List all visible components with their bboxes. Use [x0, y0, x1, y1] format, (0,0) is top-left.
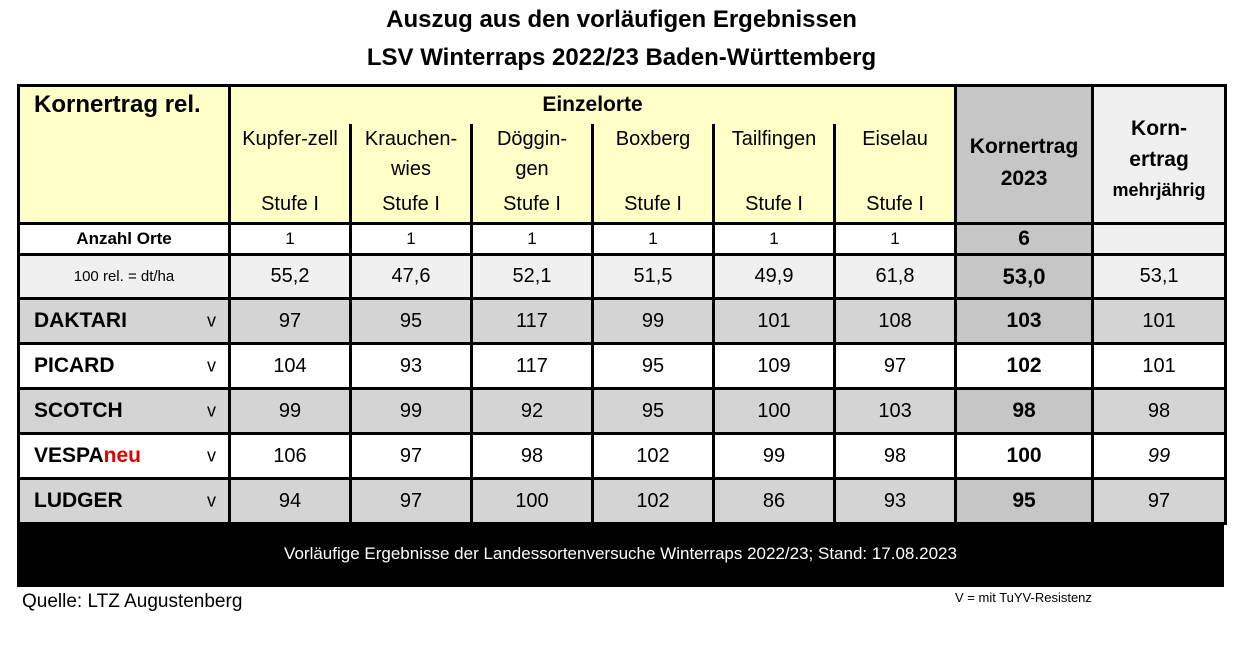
anzahl-value: 1	[835, 224, 956, 255]
anzahl-value: 1	[472, 224, 593, 255]
anzahl-value: 1	[351, 224, 472, 255]
mehrjaehrig-line1: Korn-	[1131, 116, 1188, 140]
variety-name: VESPAneu	[34, 444, 141, 467]
header-kornertrag-mehrjaehrig	[1093, 86, 1226, 224]
table-cell: 99	[714, 434, 835, 479]
rel-value: 49,9	[714, 255, 835, 299]
footer-note: Vorläufige Ergebnisse der Landessortenversuche Winterraps 2022/23; Stand: 17.08.2023	[17, 524, 1224, 587]
stufe-label: Stufe I	[351, 188, 472, 224]
resistance-mark: v	[207, 490, 216, 511]
stufe-label: Stufe I	[714, 188, 835, 224]
variety-ludger	[19, 479, 230, 524]
title-line-2: LSV Winterraps 2022/23 Baden-Württemberg	[366, 44, 877, 71]
table-cell: 108	[835, 299, 956, 344]
title-line-1: Auszug aus den vorläufigen Ergebnissen	[386, 6, 857, 33]
table-cell: 93	[351, 344, 472, 389]
location-tailfingen: Tailfingen	[714, 124, 835, 188]
variety-name: LUDGER	[34, 489, 123, 512]
location-eiselau: Eiselau	[835, 124, 956, 188]
table-cell: 99	[351, 389, 472, 434]
header-einzelorte: Einzelorte	[230, 86, 956, 124]
table-cell: 106	[230, 434, 351, 479]
anzahl-value: 1	[714, 224, 835, 255]
table-cell: 99	[593, 299, 714, 344]
anzahl-orte-label: Anzahl Orte	[19, 224, 230, 255]
table-cell: 117	[472, 344, 593, 389]
table-cell: 100	[472, 479, 593, 524]
rel-value: 61,8	[835, 255, 956, 299]
resistance-mark: v	[207, 445, 216, 466]
total-cell: 95	[956, 479, 1093, 524]
source-label: Quelle: LTZ Augustenberg	[22, 591, 243, 612]
rel-value: 55,2	[230, 255, 351, 299]
multi-cell: 101	[1093, 344, 1226, 389]
stufe-label: Stufe I	[230, 188, 351, 224]
rel-total: 53,0	[956, 255, 1093, 299]
total-cell: 100	[956, 434, 1093, 479]
table-cell: 102	[593, 479, 714, 524]
variety-name: PICARD	[34, 354, 115, 377]
rel-multi: 53,1	[1093, 255, 1226, 299]
kornertrag-2023-line1: Kornertrag	[969, 135, 1079, 159]
table-cell: 99	[230, 389, 351, 434]
anzahl-value: 1	[593, 224, 714, 255]
total-cell: 102	[956, 344, 1093, 389]
location-boxberg: Boxberg	[593, 124, 714, 188]
table-cell: 102	[593, 434, 714, 479]
multi-cell: 99	[1093, 434, 1226, 479]
stufe-label: Stufe I	[472, 188, 593, 224]
table-cell: 117	[472, 299, 593, 344]
resistance-mark: v	[207, 310, 216, 331]
table-cell: 97	[835, 344, 956, 389]
mehrjaehrig-line3: mehrjährig	[1112, 179, 1206, 200]
header-kornertrag-2023	[956, 86, 1093, 224]
header-kornertrag-rel: Kornertrag rel.	[19, 86, 230, 224]
multi-cell: 97	[1093, 479, 1226, 524]
table-cell: 93	[835, 479, 956, 524]
variety-picard	[19, 344, 230, 389]
table-cell: 86	[714, 479, 835, 524]
table-cell: 94	[230, 479, 351, 524]
table-cell: 98	[835, 434, 956, 479]
anzahl-multi	[1093, 224, 1226, 255]
location-krauchenwies: Krauchen- wies	[351, 124, 472, 188]
table-cell: 97	[351, 434, 472, 479]
table-cell: 104	[230, 344, 351, 389]
total-cell: 98	[956, 389, 1093, 434]
variety-scotch	[19, 389, 230, 434]
rel-value: 51,5	[593, 255, 714, 299]
variety-name: DAKTARI	[34, 309, 127, 332]
stufe-label: Stufe I	[835, 188, 956, 224]
location-kupferzell: Kupfer-zell	[230, 124, 351, 188]
anzahl-value: 1	[230, 224, 351, 255]
table-cell: 100	[714, 389, 835, 434]
table-cell: 97	[230, 299, 351, 344]
table-cell: 98	[472, 434, 593, 479]
mehrjaehrig-line2: ertrag	[1129, 147, 1189, 171]
resistance-mark: v	[207, 400, 216, 421]
anzahl-total: 6	[956, 224, 1093, 255]
multi-cell: 101	[1093, 299, 1226, 344]
results-table	[17, 84, 1227, 525]
table-cell: 92	[472, 389, 593, 434]
variety-vespa	[19, 434, 230, 479]
table-cell: 97	[351, 479, 472, 524]
stufe-label: Stufe I	[593, 188, 714, 224]
table-cell: 95	[593, 344, 714, 389]
table-cell: 95	[351, 299, 472, 344]
total-cell: 103	[956, 299, 1093, 344]
multi-cell: 98	[1093, 389, 1226, 434]
location-doeggingen: Döggin- gen	[472, 124, 593, 188]
table-cell: 103	[835, 389, 956, 434]
table-cell: 109	[714, 344, 835, 389]
legend-note: V = mit TuYV-Resistenz	[955, 590, 1092, 605]
table-cell: 95	[593, 389, 714, 434]
rel-value: 47,6	[351, 255, 472, 299]
kornertrag-2023-line2: 2023	[1000, 167, 1048, 191]
new-marker: neu	[103, 444, 141, 467]
variety-daktari	[19, 299, 230, 344]
variety-name: SCOTCH	[34, 399, 123, 422]
resistance-mark: v	[207, 355, 216, 376]
rel-value: 52,1	[472, 255, 593, 299]
table-cell: 101	[714, 299, 835, 344]
rel-label: 100 rel. = dt/ha	[19, 255, 230, 299]
